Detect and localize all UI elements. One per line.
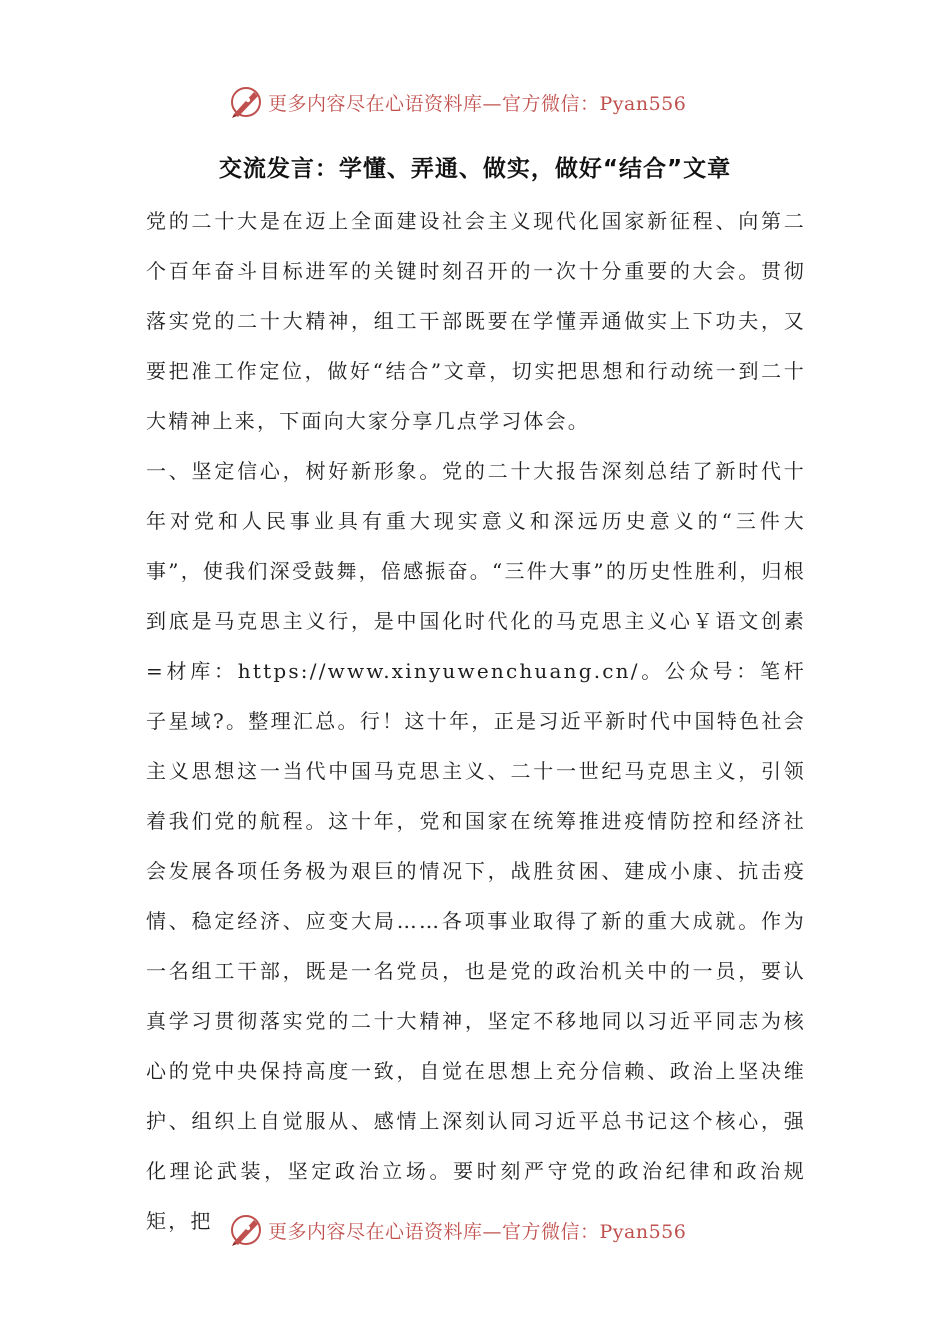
pen-logo-icon (228, 1212, 264, 1248)
page-title: 交流发言：学懂、弄通、做实，做好“结合”文章 (218, 156, 732, 182)
header-watermark-banner (228, 82, 748, 122)
document-body (146, 196, 806, 1246)
header-banner-text: 更多内容尽在心语资料库—官方微信：Pyan556 (268, 92, 687, 115)
footer-watermark-banner (228, 1210, 748, 1250)
footer-banner-text: 更多内容尽在心语资料库—官方微信：Pyan556 (268, 1220, 687, 1243)
paragraph-intro: 党的二十大是在迈上全面建设社会主义现代化国家新征程、向第二个百年奋斗目标进军的关键时刻召开的一次十分重要的大会。贯彻落实党的二十大精神，组工干部既要在学懂弄通做实上下功夫，又要把准工作定位，做好“结合”文章，切实把思想和行动统一到二十大精神上来，下面向大家分享几点学习体会。 (146, 209, 806, 433)
paragraph-section-one: 一、坚定信心，树好新形象。党的二十大报告深刻总结了新时代十年对党和人民事业具有重大现实意义和深远历史意义的“三件大事”，使我们深受鼓舞，倍感振奋。“三件大事”的历史性胜利，归根到底是马克思主义行，是中国化时代化的马克思主义心￥语文创素=材库：https://www.xinyuwenchuang.cn/。公众号：笔杆子星域?。整理汇总。行！这十年，正是习近平新时代中国特色社会主义思想这一当代中国马克思主义、二十一世纪马克思主义，引领着我们党的航程。这十年，党和国家在统筹推进疫情防控和经济社会发展各项任务极为艰巨的情况下，战胜贫困、建成小康、抗击疫情、稳定经济、应变大局……各项事业取得了新的重大成就。作为一名组工干部，既是一名党员，也是党的政治机关中的一员，要认真学习贯彻落实党的二十大精神，坚定不移地同以习近平同志为核心的党中央保持高度一致，自觉在思想上充分信赖、政治上坚决维护、组织上自觉服从、感情上深刻认同习近平总书记这个核心，强化理论武装，坚定政治立场。要时刻严守党的政治纪律和政治规矩，把 (146, 459, 806, 1233)
pen-logo-icon (228, 84, 264, 120)
